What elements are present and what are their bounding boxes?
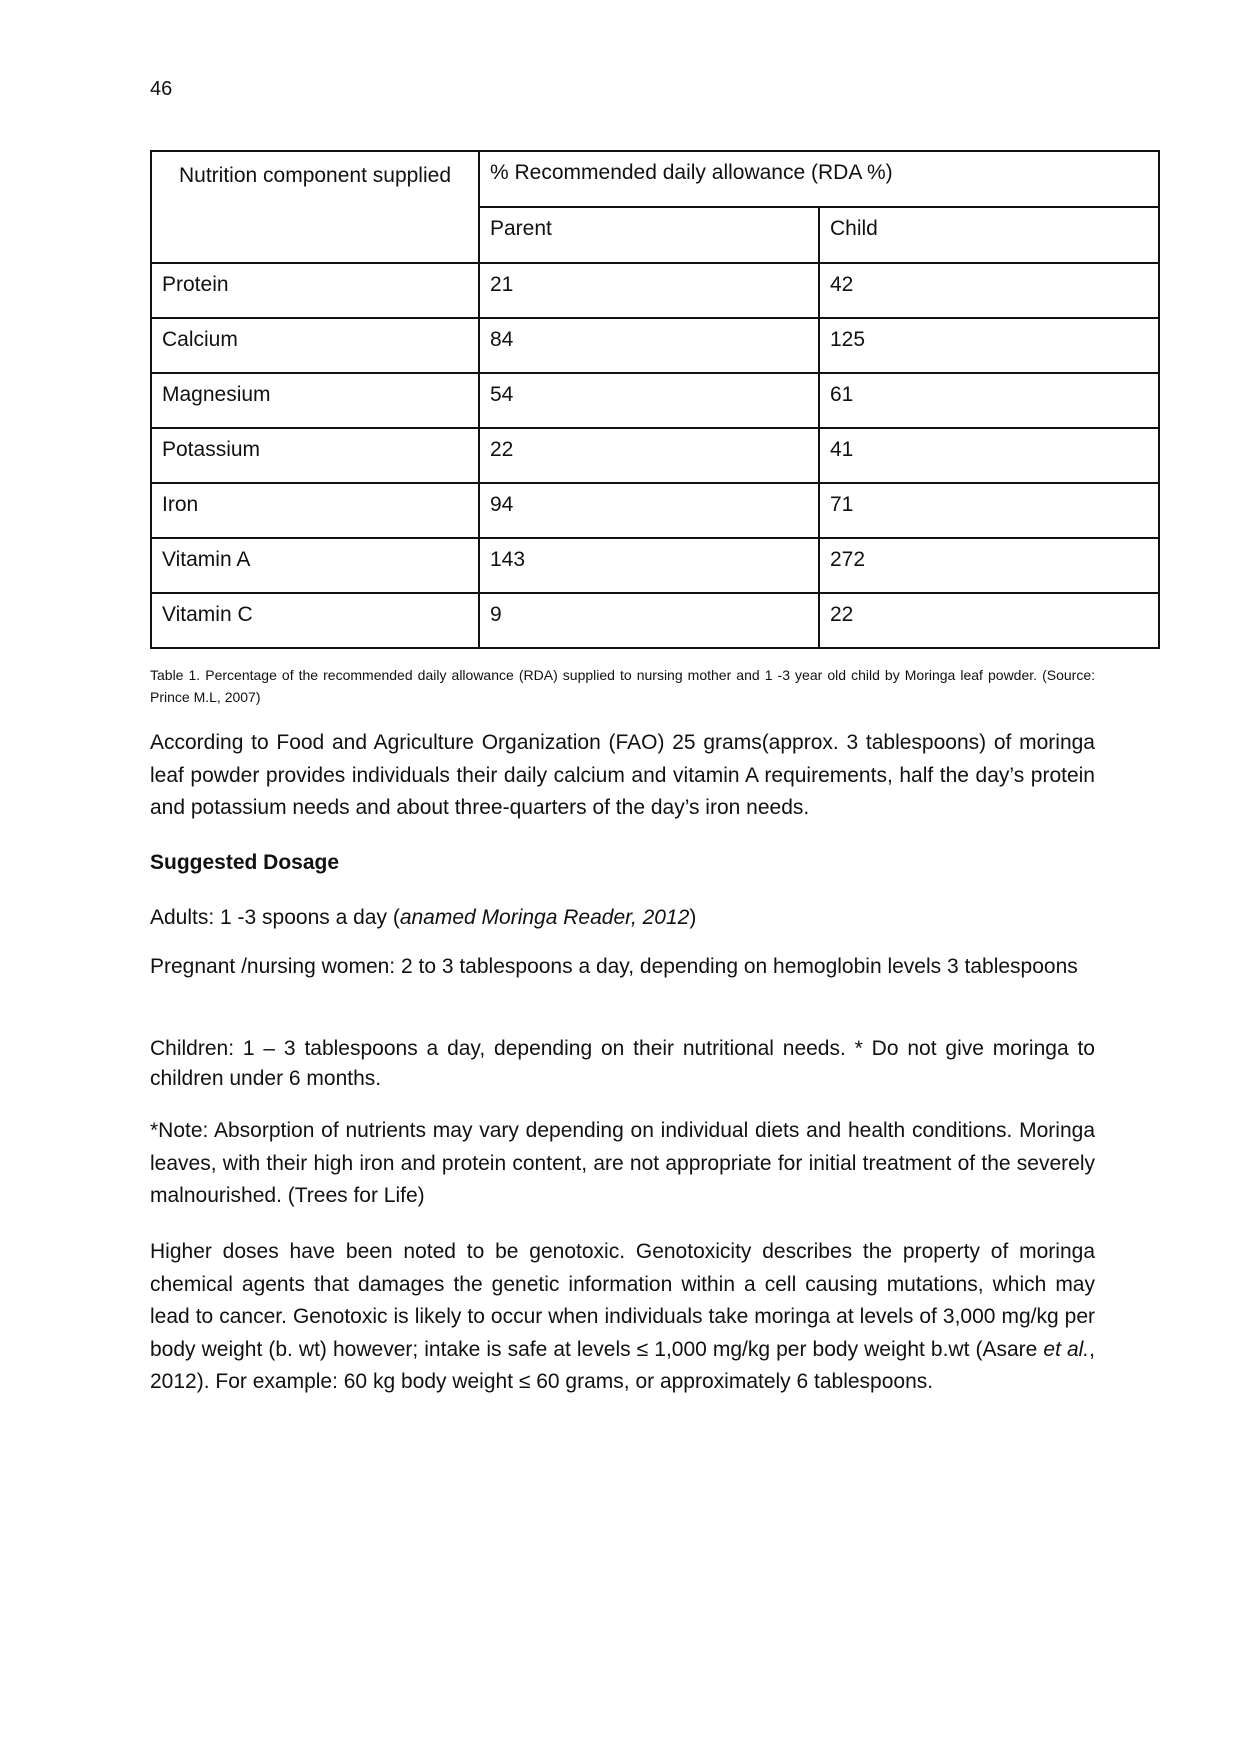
dosage-children: Children: 1 – 3 tablespoons a day, depending on their nutritional needs. * Do not give moringa to children under 6 months. — [150, 1037, 1095, 1091]
adults-citation: anamed Moringa Reader, 2012 — [399, 906, 690, 929]
table-row — [151, 483, 1159, 538]
component-cell: Magnesium — [151, 373, 479, 428]
table-row — [151, 538, 1159, 593]
dosage-adults — [150, 902, 1095, 935]
child-cell: 272 — [819, 538, 1159, 593]
paragraph-genotoxicity — [150, 1236, 1095, 1399]
component-cell: Vitamin C — [151, 593, 479, 648]
child-cell: 61 — [819, 373, 1159, 428]
parent-cell: 143 — [479, 538, 819, 593]
paragraph-fao: According to Food and Agriculture Organization (FAO) 25 grams(approx. 3 tablespoons) of moringa leaf powder provides individuals their daily calcium and vitamin A requirements, half the day’s protein and potassium needs and about three-quarters of the day’s iron needs. — [150, 731, 1095, 820]
header-parent: Parent — [479, 207, 819, 263]
parent-cell: 9 — [479, 593, 819, 648]
component-cell: Calcium — [151, 318, 479, 373]
table-row — [151, 373, 1159, 428]
child-cell: 42 — [819, 263, 1159, 318]
genotoxic-citation: et al. — [1043, 1337, 1090, 1361]
genotoxic-text-end: , 2012). For example: 60 kg body weight ≤ 60 grams, or approximately 6 tablespoons. — [150, 1337, 1095, 1394]
adults-text: Adults: 1 -3 spoons a day ( — [150, 906, 400, 929]
table-caption: Table 1. Percentage of the recommended daily allowance (RDA) supplied to nursing mother and 1 -3 year old child by Moringa leaf powder. (Source: Prince M.L, 2007) — [150, 667, 1095, 705]
component-cell: Vitamin A — [151, 538, 479, 593]
parent-cell: 21 — [479, 263, 819, 318]
page-number: 46 — [150, 78, 173, 100]
table-row — [151, 428, 1159, 483]
parent-cell: 94 — [479, 483, 819, 538]
table-row — [151, 318, 1159, 373]
dosage-note: *Note: Absorption of nutrients may vary depending on individual diets and health conditions. Moringa leaves, with their high iron and protein content, are not appropriate for initial treatment of the severely malnourished. (Trees for Life) — [150, 1119, 1095, 1208]
dosage-pregnant: Pregnant /nursing women: 2 to 3 tablespoons a day, depending on hemoglobin levels 3 tablespoons — [150, 955, 1078, 978]
child-cell: 125 — [819, 318, 1159, 373]
parent-cell: 22 — [479, 428, 819, 483]
child-cell: 71 — [819, 483, 1159, 538]
table-row — [151, 593, 1159, 648]
parent-cell: 84 — [479, 318, 819, 373]
heading-suggested-dosage: Suggested Dosage — [150, 851, 340, 874]
child-cell: 41 — [819, 428, 1159, 483]
rda-table — [150, 150, 1160, 649]
header-child: Child — [819, 207, 1159, 263]
genotoxic-text: Higher doses have been noted to be genotoxic. Genotoxicity describes the property of moringa chemical agents that damages the genetic information within a cell causing mutations, which may lead to cancer. Genotoxic is likely to occur when individuals take moringa at levels of 3,000 mg/kg per body weight (b. wt) however; intake is safe at levels ≤ 1,000 mg/kg per body weight b.wt (Asare — [150, 1240, 1095, 1361]
component-cell: Potassium — [151, 428, 479, 483]
adults-text-end: ) — [689, 906, 697, 929]
header-nutrition-component: Nutrition component supplied — [151, 151, 479, 263]
child-cell: 22 — [819, 593, 1159, 648]
parent-cell: 54 — [479, 373, 819, 428]
component-cell: Protein — [151, 263, 479, 318]
header-rda: % Recommended daily allowance (RDA %) — [479, 151, 1159, 207]
component-cell: Iron — [151, 483, 479, 538]
table-row — [151, 263, 1159, 318]
